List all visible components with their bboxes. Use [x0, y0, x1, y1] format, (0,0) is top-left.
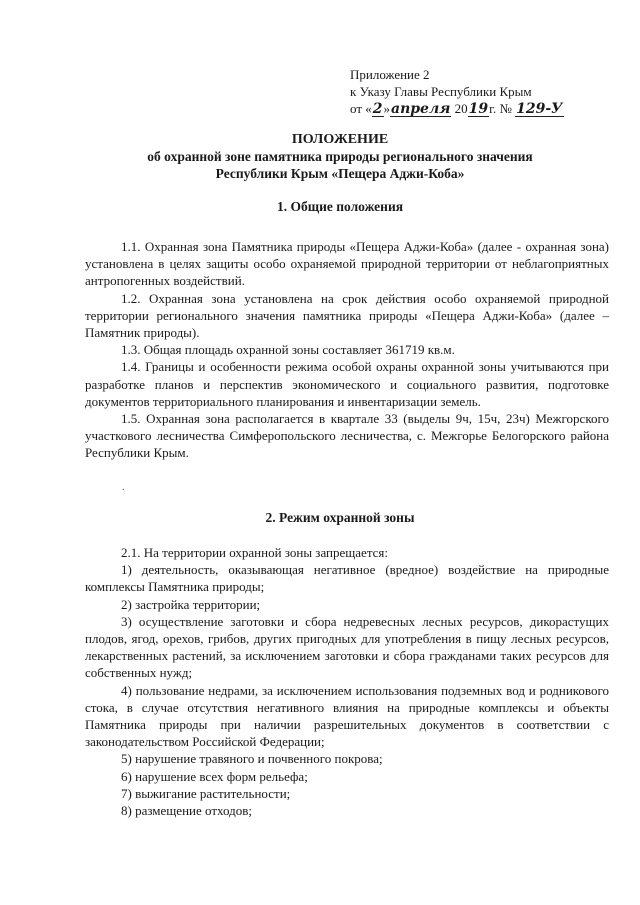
- paragraph: 2) застройка территории;: [121, 596, 261, 612]
- paragraph: 1.1. Охранная зона Памятника природы «Пещера Аджи-Коба» (далее - охранная зона) установлена в целях защиты особо охраняемой природной территории от неблагоприятных антропогенных воздействий.: [85, 239, 609, 289]
- document-subtitle-line1: об охранной зоне памятника природы регионального значения: [147, 149, 533, 164]
- handwritten-month: апреля: [391, 101, 451, 117]
- paragraph: 1) деятельность, оказывающая негативное (вредное) воздействие на природные комплексы Памятника природы;: [85, 562, 609, 595]
- paragraph: 1.5. Охранная зона располагается в квартале 33 (выделы 9ч, 15ч, 23ч) Межгорского участкового лесничества Симферопольского лесничества, с. Межгорье Белогорского района Республики Крым.: [85, 411, 609, 461]
- scan-speck: .: [122, 482, 125, 493]
- appendix-block: [350, 66, 610, 117]
- document-title: ПОЛОЖЕНИЕ: [291, 132, 389, 147]
- appendix-date-line: [350, 100, 610, 117]
- paragraph: 7) выжигание растительности;: [121, 785, 291, 801]
- paragraph: 1.2. Охранная зона установлена на срок действия особо охраняемой природной территории регионального значения памятника природы «Пещера Аджи-Коба» (далее – Памятник природы).: [85, 290, 609, 341]
- handwritten-number: 129-У: [516, 101, 563, 117]
- paragraph: 2.1. На территории охранной зоны запрещается:: [121, 545, 389, 560]
- appendix-title: Приложение 2: [350, 67, 430, 82]
- number-prefix: г. №: [489, 101, 516, 116]
- date-mid: »: [383, 101, 391, 116]
- document-subtitle-line2: Республики Крым «Пещера Аджи-Коба»: [215, 166, 465, 181]
- handwritten-day: 2: [372, 101, 383, 117]
- section2-body: [85, 544, 609, 819]
- handwritten-year: 19: [468, 101, 489, 117]
- paragraph: 1.3. Общая площадь охранной зоны составляет 361719 кв.м.: [121, 342, 455, 358]
- date-prefix: от «: [350, 101, 372, 116]
- paragraph: 6) нарушение всех форм рельефа;: [121, 768, 308, 784]
- paragraph: 5) нарушение травяного и почвенного покрова;: [121, 751, 383, 767]
- appendix-decree: к Указу Главы Республики Крым: [350, 84, 532, 99]
- year-prefix: 20: [451, 101, 468, 116]
- section1-body: [85, 238, 609, 462]
- paragraph: 1.4. Границы и особенности режима особой охраны охранной зоны учитываются при разработке планов и перспектив экономического и социального развития, подготовке документов территориального планирования и инвентаризации земель.: [85, 359, 609, 409]
- paragraph: 4) пользование недрами, за исключением использования подземных вод и родникового стока, в случае отсутствия негативного влияния на природные комплексы и объекты Памятника природы при наличии разрешительных документов в соответствии с законодательством Российской Федерации;: [85, 682, 609, 750]
- paragraph: 8) размещение отходов;: [121, 803, 253, 819]
- paragraph: 3) осуществление заготовки и сбора недревесных лесных ресурсов, дикорастущих плодов, ягод, орехов, грибов, других пригодных для употребления в пищу лесных ресурсов, лекарственных растений, за исключением заготовки и сбора гражданами таких ресурсов для собственных нужд;: [85, 613, 609, 681]
- section2-heading: 2. Режим охранной зоны: [265, 510, 415, 525]
- section1-heading: 1. Общие положения: [276, 199, 404, 214]
